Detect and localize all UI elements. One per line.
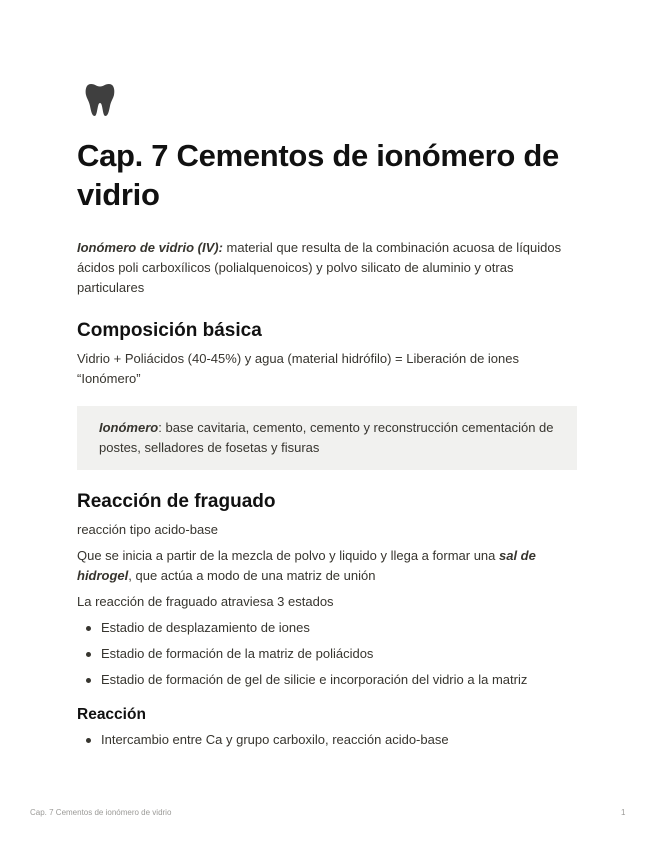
list-item: Estadio de formación de la matriz de poliácidos <box>77 644 577 664</box>
fraguado-line-1: reacción tipo acido-base <box>77 522 218 537</box>
callout-block <box>77 406 577 470</box>
fraguado-list <box>77 618 577 690</box>
heading-composicion: Composición básica <box>77 320 262 341</box>
page-number: 1 <box>621 808 626 817</box>
page-title: Cap. 7 Cementos de ionómero de vidrio <box>77 138 559 212</box>
page-content <box>77 238 577 764</box>
fraguado-line-2-start: Que se inicia a partir de la mezcla de polvo y liquido y llega a formar una <box>77 548 499 563</box>
fraguado-line-3: La reacción de fraguado atraviesa 3 estados <box>77 594 334 609</box>
intro-term: Ionómero de vidrio (IV): <box>77 240 223 255</box>
composicion-text: Vidrio + Poliácidos (40-45%) y agua (material hidrófilo) = Liberación de iones “Ionómero” <box>77 351 519 386</box>
intro-paragraph <box>77 238 577 298</box>
heading-fraguado: Reacción de fraguado <box>77 491 276 512</box>
footer-title: Cap. 7 Cementos de ionómero de vidrio <box>30 808 172 817</box>
fraguado-line-2-end: , que actúa a modo de una matriz de unión <box>128 568 376 583</box>
heading-reaccion: Reacción <box>77 706 146 723</box>
fraguado-line-2 <box>77 546 577 586</box>
callout-term: Ionómero <box>99 420 159 435</box>
intro-text: material que resulta de la combinación acuosa de líquidos ácidos poli carboxílicos (polialquenoicos) y polvo silicato de aluminio y otras particulares <box>77 240 562 295</box>
callout-text: : base cavitaria, cemento, cemento y reconstrucción cementación de postes, selladores de fosetas y fisuras <box>99 420 554 455</box>
reaccion-list <box>77 730 577 750</box>
list-item: Estadio de desplazamiento de iones <box>77 618 577 638</box>
fraguado-line-2-bold: sal de hidrogel <box>77 548 536 583</box>
list-item: Estadio de formación de gel de silicie e incorporación del vidrio a la matriz <box>77 670 577 690</box>
list-item: Intercambio entre Ca y grupo carboxilo, reacción acido-base <box>77 730 577 750</box>
tooth-icon <box>84 82 116 118</box>
